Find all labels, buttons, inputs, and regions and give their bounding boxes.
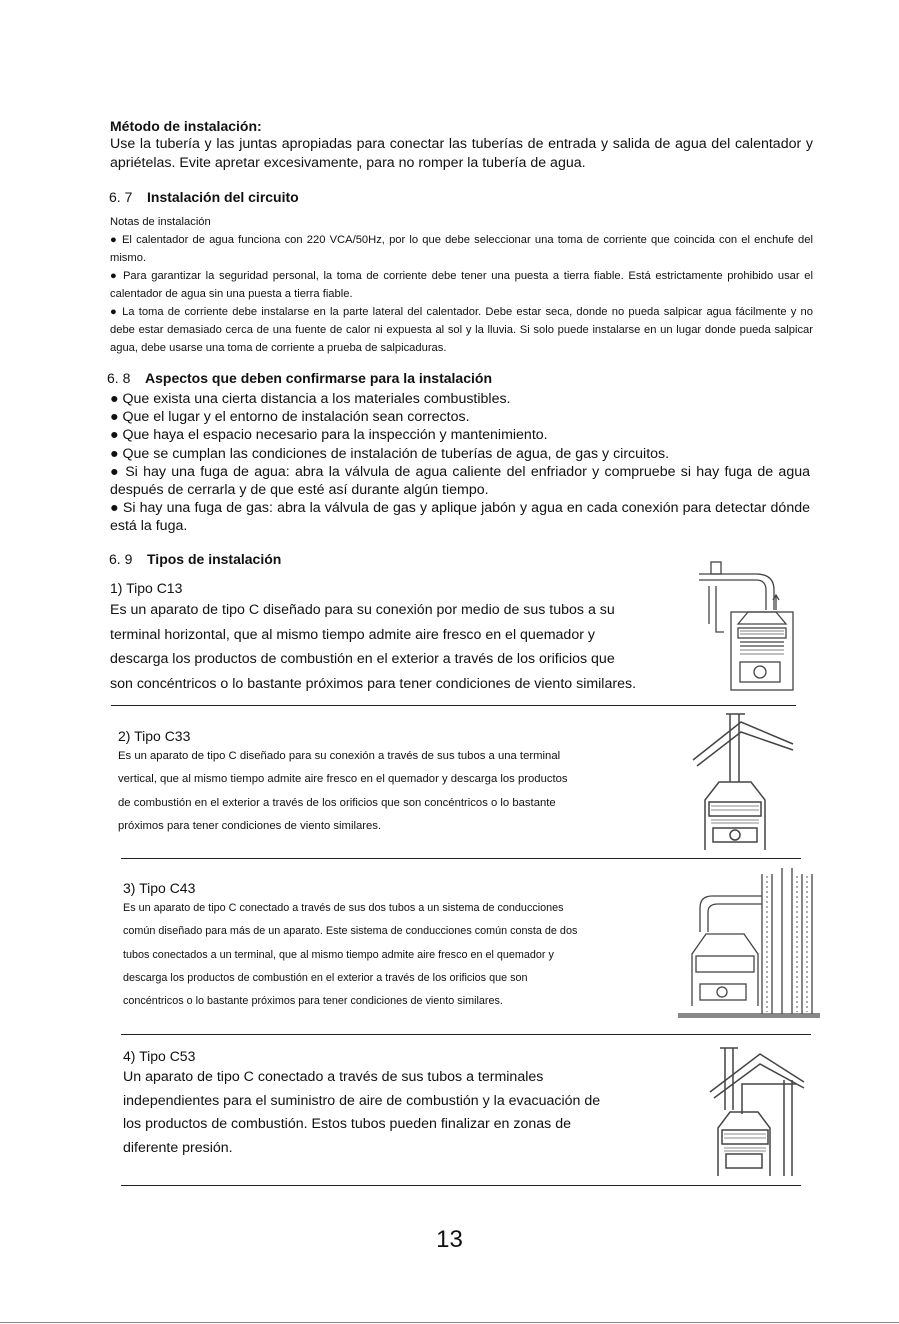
section-title: Tipos de instalación bbox=[147, 551, 282, 567]
divider bbox=[121, 858, 801, 859]
list-item: ● Que se cumplan las condiciones de instalación de tuberías de agua, de gas y circuitos. bbox=[110, 445, 670, 462]
section-title: Instalación del circuito bbox=[147, 189, 299, 205]
heater-c13-illustration bbox=[696, 562, 796, 692]
divider bbox=[121, 1185, 801, 1186]
list-item: ● Que haya el espacio necesario para la inspección y mantenimiento. bbox=[110, 427, 548, 444]
section-number: 6. 9 bbox=[109, 551, 133, 567]
notes-title: Notas de instalación bbox=[110, 216, 211, 228]
section-number: 6. 8 bbox=[107, 370, 131, 386]
list-item: ● Si hay una fuga de gas: abra la válvula de gas y aplique jabón y agua en cada conexión para detectar dónde está la fuga. bbox=[110, 500, 810, 535]
metodo-title: Método de instalación: bbox=[110, 118, 262, 134]
list-item: ● Si hay una fuga de agua: abra la válvula de agua caliente del enfriador y compruebe si hay fuga de agua después de cerrarla y de que esté así durante algún tiempo. bbox=[110, 463, 810, 499]
list-item: ● Que exista una cierta distancia a los materiales combustibles. bbox=[110, 391, 511, 407]
page-number: 13 bbox=[436, 1226, 463, 1253]
section-6-9-heading bbox=[109, 551, 281, 567]
section-number: 6. 7 bbox=[109, 189, 133, 205]
section-6-8-list bbox=[110, 390, 810, 536]
section-6-8-heading bbox=[107, 370, 492, 386]
type-c43-text: Es un aparato de tipo C conectado a través de sus dos tubos a un sistema de conducciones común diseñado para más de un aparato. Este sistema de conducciones común consta de dos tubos conectados a un terminal, que al mismo tiempo admite aire fresco en el quemador y descarga los productos de combustión en el exterior a través de los orificios que son concéntricos o lo bastante próximos para tener condiciones de viento similares. bbox=[123, 902, 578, 1008]
type-c33-heading: 2) Tipo C33 bbox=[118, 728, 191, 744]
type-c53-heading: 4) Tipo C53 bbox=[123, 1048, 196, 1064]
list-item: ● Que el lugar y el entorno de instalación sean correctos. bbox=[110, 409, 470, 426]
section-6-7-notes bbox=[110, 213, 813, 357]
list-item: ● La toma de corriente debe instalarse en la parte lateral del calentador. Debe estar seca, donde no pueda salpicar agua fácilmente y no debe estar demasiado cerca de una fuente de calor ni expuesta al sol y la lluvia. Si solo puede instalarse en un lugar donde pueda salpicar agua, debe usarse una toma de corriente a prueba de salpicaduras. bbox=[110, 306, 813, 354]
heater-c33-illustration bbox=[693, 710, 798, 850]
metodo-text: Use la tubería y las juntas apropiadas para conectar las tuberías de entrada y salida de agua del calentador y apriételas. Evite apretar excesivamente, para no romper la tubería de agua. bbox=[110, 136, 813, 171]
list-item: ● El calentador de agua funciona con 220 VCA/50Hz, por lo que debe seleccionar una toma de corriente que coincida con el enchufe del mismo. bbox=[110, 234, 813, 264]
section-title: Aspectos que deben confirmarse para la instalación bbox=[145, 370, 492, 386]
heater-c53-illustration bbox=[708, 1044, 808, 1176]
page-edge bbox=[0, 1322, 899, 1323]
divider bbox=[121, 1034, 811, 1035]
type-c43-heading: 3) Tipo C43 bbox=[123, 880, 196, 896]
heater-c43-illustration bbox=[678, 868, 820, 1020]
type-c33-text: Es un aparato de tipo C diseñado para su conexión a través de sus tubos a una terminal vertical, que al mismo tiempo admite aire fresco en el quemador y descarga los productos de combustión en el exterior a través de los orificios que son concéntricos o lo bastante próximos para tener condiciones de viento similares. bbox=[118, 750, 568, 832]
list-item: ● Para garantizar la seguridad personal, la toma de corriente debe tener una puesta a tierra fiable. Está estrictamente prohibido usar el calentador de agua sin una puesta a tierra fiable. bbox=[110, 270, 813, 300]
divider bbox=[111, 705, 796, 706]
type-c53-text: Un aparato de tipo C conectado a través de sus tubos a terminales independientes para el suministro de aire de combustión y la evacuación de los productos de combustión. Estos tubos pueden finalizar en zonas de diferente presión. bbox=[123, 1069, 601, 1156]
section-6-7-heading bbox=[109, 189, 299, 205]
type-c13-text: Es un aparato de tipo C diseñado para su conexión por medio de sus tubos a su terminal horizontal, que al mismo tiempo admite aire fresco en el quemador y descarga los productos de combustión en el exterior a través de los orificios que son concéntricos o lo bastante próximos para tener condiciones de viento similares. bbox=[110, 602, 637, 692]
type-c13-heading: 1) Tipo C13 bbox=[110, 580, 183, 596]
